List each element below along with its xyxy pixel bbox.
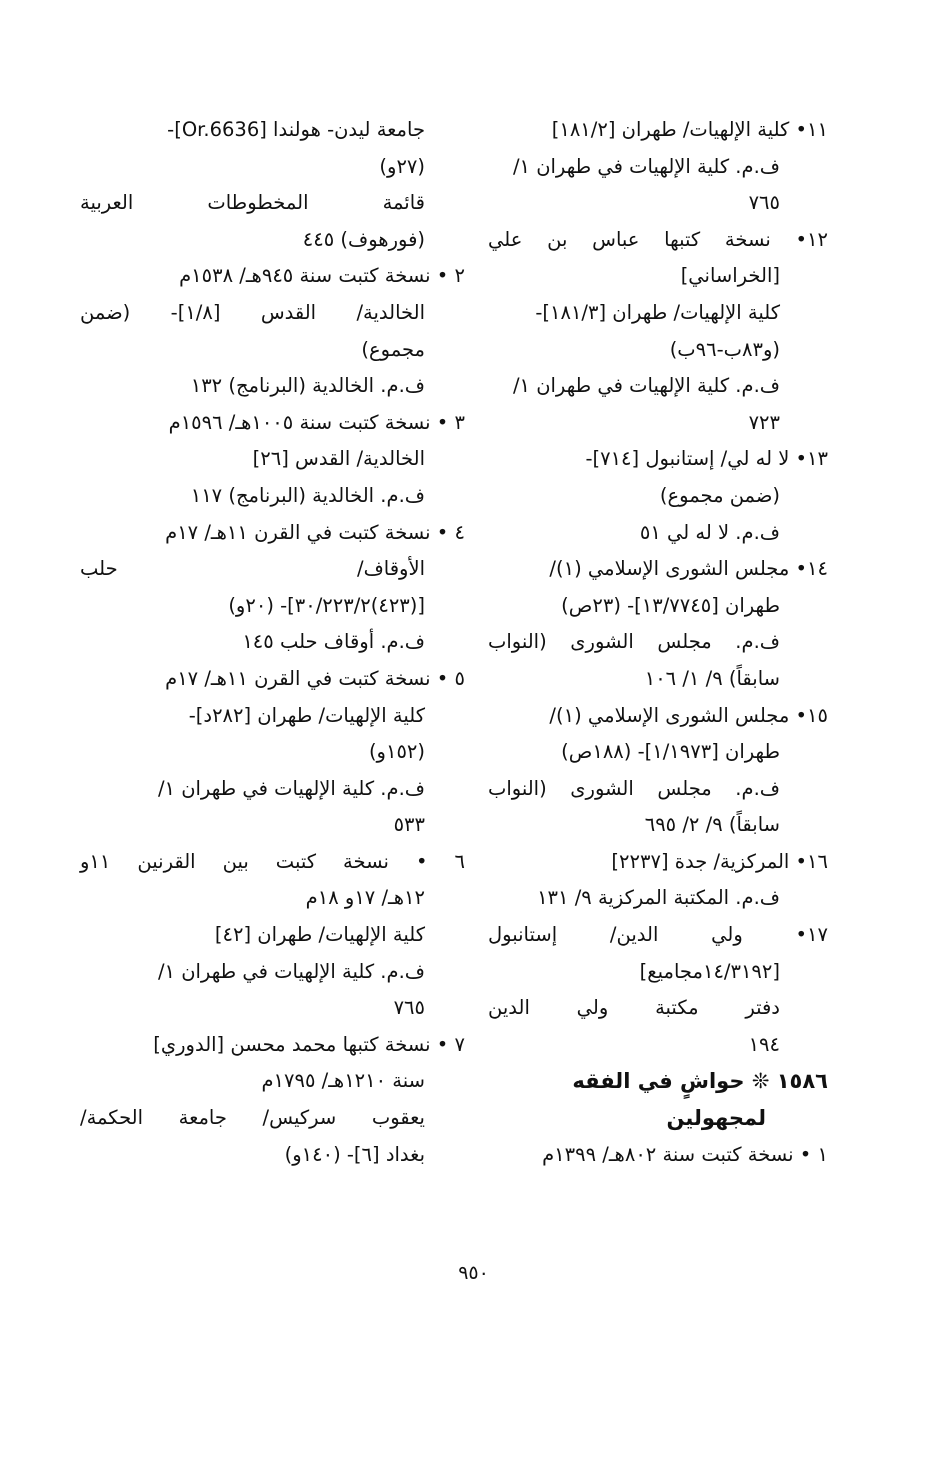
entry-line: ٧ • نسخة كتبها محمد محسن [الدوري] [153,1032,465,1056]
entry-line: مجموع) [361,337,425,361]
entry-line: ٣ • نسخة كتبت سنة ١٠٠٥هـ/ ١٥٩٦م [168,410,465,434]
entry-line: ف.م. كلية الإلهيات في طهران ١/ [512,154,780,178]
entry-line: ١٩٤ [748,1032,780,1056]
entry-line: دفتر مكتبة ولي الدين [488,996,780,1020]
entry-line: كلية الإلهيات/ طهران [٢٨٢د]- [188,703,425,727]
entry-line: ف.م. كلية الإلهيات في طهران ١/ [512,374,780,398]
entry-line: ٤ • نسخة كتبت في القرن ١١هـ/ ١٧م [165,520,465,544]
entry-line: ٧٢٣ [748,410,780,434]
entry-line: سابقاً) ٩/ ٢/ ٦٩٥ [644,813,780,837]
entry-line: (و٨٣ب-٩٦ب) [669,337,780,361]
entry-line: ف.م. الخالدية (البرنامج) ١١٧ [190,483,425,507]
entry-line: (١٥٢و) [368,740,425,764]
entry-line: قائمة المخطوطات العربية [80,191,425,215]
entry-line: ف.م. أوقاف حلب ١٤٥ [242,630,425,654]
entry-line: [١٤/٣١٩٢مجاميع] [639,959,780,983]
entry-line: طهران [١/١٩٧٣]- (١٨٨ص) [561,740,780,764]
entry-line: ١٤• مجلس الشورى الإسلامي (١)/ [549,557,828,581]
entry-line: (فورهوف) ٤٤٥ [302,227,425,251]
entry-line: ١٢• نسخة كتبها عباس بن علي [488,227,828,251]
entry-line: ف.م. كلية الإلهيات في طهران ١/ [157,959,425,983]
entry-line: ٥٣٣ [393,813,425,837]
entry-line: ١ • نسخة كتبت سنة ٨٠٢هـ/ ١٣٩٩م [542,1142,828,1166]
entry-line: سابقاً) ٩/ ١/ ١٠٦ [644,666,780,690]
entry-line: طهران [١٣/٧٧٤٥]- (٢٣ص) [561,593,780,617]
entry-line: [الخراساني] [680,264,780,288]
entry-line: ١٣• لا له لي/ إستانبول [٧١٤]- [585,447,828,471]
entry-line: ١١• كلية الإلهيات/ طهران [١٨١/٢] [551,118,828,141]
page-number: ٩٥٠ [458,1262,489,1284]
entry-line: ١٥• مجلس الشورى الإسلامي (١)/ [549,703,828,727]
entry-line: ٧٦٥ [393,996,425,1020]
entry-line: كلية الإلهيات/ طهران [٤٢] [214,923,425,947]
entry-line: بغداد [٦]- (١٤٠و) [284,1142,425,1166]
entry-line: جامعة ليدن- هولندا [Or.6636]- [167,118,425,141]
entry-line: ف.م. كلية الإلهيات في طهران ١/ [157,776,425,800]
entry-line: يعقوب سركيس/ جامعة الحكمة/ [80,1106,425,1130]
entry-line: ف.م. مجلس الشورى (النواب [488,630,780,654]
entry-line: ف.م. المكتبة المركزية ٩/ ١٣١ [537,886,780,910]
entry-line: سنة ١٢١٠هـ/ ١٧٩٥م [261,1069,425,1093]
entry-line: ١٧• ولي الدين/ إستانبول [488,923,828,947]
entry-line: ٧٦٥ [748,191,780,215]
entry-line: ف.م. الخالدية (البرنامج) ١٣٢ [190,374,425,398]
entry-line: الخالدية/ القدس [١/٨]- (ضمن [80,300,425,324]
entry-line: ٥ • نسخة كتبت في القرن ١١هـ/ ١٧م [165,666,465,690]
entry-line: (٢٧و) [379,154,425,178]
entry-line: ١٢هـ/ ١٧و ١٨م [305,886,425,910]
entry-heading: ١٥٨٦ ❊ حواشٍ في الفقه [572,1069,828,1094]
entry-line: ١٦• المركزية/ جدة [٢٢٣٧] [611,849,828,873]
entry-line: الخالدية/ القدس [٢٦] [252,447,425,471]
entry-line: ف.م. لا له لي ٥١ [639,520,780,544]
left-column [80,112,465,1173]
entry-heading: لمجهولين [666,1106,766,1131]
entry-line: الأوقاف/ حلب [80,557,425,581]
entry-line: ٦ • نسخة كتبت بين القرنين ١١و [80,849,465,873]
entry-line: [(٤٢٣)٣٠/٢٢٣/٢]- (٢٠و) [228,593,425,617]
entry-line: (ضمن مجموع) [659,483,780,507]
entry-line: كلية الإلهيات/ طهران [١٨١/٣]- [535,300,780,324]
right-column [488,112,828,1173]
entry-line: ف.م. مجلس الشورى (النواب [488,776,780,800]
entry-line: ٢ • نسخة كتبت سنة ٩٤٥هـ/ ١٥٣٨م [179,264,465,288]
